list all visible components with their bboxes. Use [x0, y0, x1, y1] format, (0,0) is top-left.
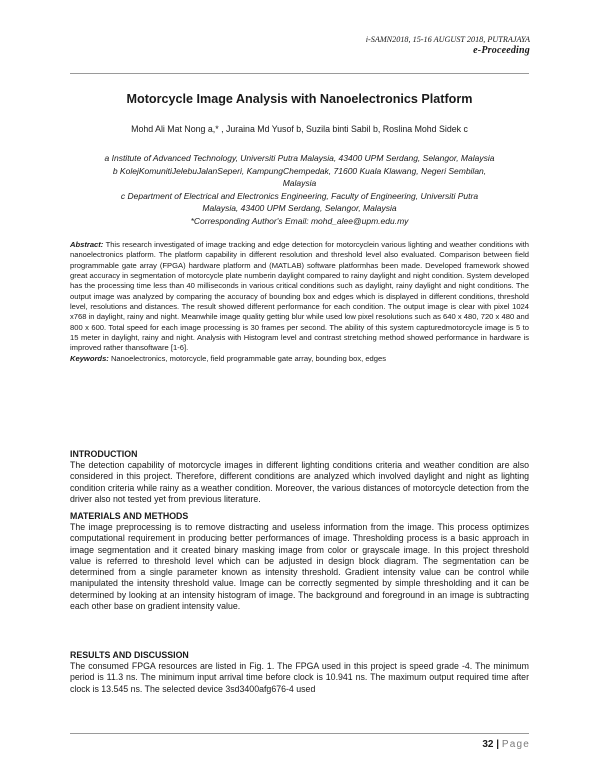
section-heading: RESULTS AND DISCUSSION — [70, 650, 189, 660]
section-heading: INTRODUCTION — [70, 449, 138, 459]
affiliation-line: Malaysia, 43400 UPM Serdang, Selangor, Malaysia — [202, 203, 397, 213]
affiliations — [70, 152, 529, 227]
affiliation-line: c Department of Electrical and Electronics Engineering, Faculty of Engineering, Universiti Putra — [120, 190, 479, 201]
section-results-discussion — [70, 650, 529, 695]
keywords-text: Nanoelectronics, motorcycle, field programmable gate array, bounding box, edges — [110, 353, 387, 363]
affiliation-line: Malaysia — [282, 178, 317, 188]
author-list: Mohd Ali Mat Nong a,* , Juraina Md Yusof b, Suzila binti Sabil b, Roslina Mohd Sidek c — [131, 124, 468, 134]
conference-info: i-SAMN2018, 15-16 AUGUST 2018, PUTRAJAYA — [365, 35, 530, 44]
paper-title: Motorcycle Image Analysis with Nanoelectronics Platform — [126, 92, 473, 106]
page-footer — [482, 739, 530, 751]
abstract — [70, 240, 529, 364]
running-header — [366, 34, 530, 57]
keywords-label: Keywords: — [70, 353, 109, 363]
section-materials-methods — [70, 511, 529, 612]
section-heading: MATERIALS AND METHODS — [70, 511, 189, 521]
abstract-label: Abstract: — [70, 240, 104, 249]
header-divider — [70, 73, 529, 74]
abstract-text: This research investigated of image tracking and edge detection for motorcyclein various lighting and weather conditions with nanoelectronics platform. The platform capability in different resolution and threshold level also evaluated. Comparison between field programmable gate array (FPGA) hardware platform and (MATLAB) software platformhas been made. Developed framework showed great accuracy in segmentation of motorcycle plate numberin daylight compared to rainy daylight and night condition. System developed has the processing time less than 40 milliseconds in various critical conditions such as daylight, rainy daylight and night conditions. The output image was analyzed by comparing the accuracy of bounding box and edges which is displayed in different conditions, threshold level, resolutions and distances. The result showed different performance for each condition. The output image is clear with pixel 1024 x768 in daylight, rainy and night. Meanwhile image quality getting blur while used low pixel resolutions such as 640 x 480, 720 x 480 and 800 x 600. Total speed for each image processing is 30 frames per second. The ability of this system capturedmotorcycle image is 5 to 15 meter in daylight, rainy and night. Analysis with Histogram level and contrast stretching method showed performance in hardware is improved rather thansoftware [1-6]. — [70, 240, 529, 353]
section-body: The image preprocessing is to remove distracting and useless information from the image. This process optimizes computational requirement in producing better performances of image. Thresholding process is a basic approach in image segmentation and it created binary masking image from color or grayscale image. In this project threshold value is referred to threshold level which can be adjusted in design block diagram. The segmentation can be determined from a single parameter known as intensity threshold. Gradient intensity value can be control while manipulated the intensity threshold value. Image can be correctly segmented by simple thresholding and it can be determined by looking at an intensity histogram of image. The background and foreground in an image is subtracting each other base on gradient intensity value. — [70, 522, 529, 612]
corresponding-author-email: *Corresponding Author's Email: mohd_alee@upm.edu.my — [190, 215, 409, 226]
section-introduction — [70, 449, 529, 505]
page-label: Page — [501, 739, 530, 750]
proceeding-label: e-Proceeding — [473, 45, 530, 56]
affiliation-line: b KolejKomunitiJelebuJalanSeperi, KampungChempedak, 71600 Kuala Klawang, Negeri Sembilan, — [112, 165, 487, 176]
affiliation-line: a Institute of Advanced Technology, Universiti Putra Malaysia, 43400 UPM Serdang, Selangor, Malaysia — [104, 153, 495, 163]
footer-divider — [70, 733, 529, 734]
section-body: The consumed FPGA resources are listed in Fig. 1. The FPGA used in this project is speed grade -4. The minimum period is 11.3 ns. The minimum input arrival time before clock is 10.941 ns. The maximum output required time after clock is 13.545 ns. The selected device 3sd3400afg676-4 used — [70, 661, 529, 694]
section-body: The detection capability of motorcycle images in different lighting conditions criteria and weather condition are also considered in this project. Therefore, different conditions are analyzed which involved daylight and night as lighting condition criteria while rainy as a weather condition. Moreover, the various distances of motorcycle detection from the driver also not tested yet from previous literature. — [70, 460, 529, 504]
footer-separator: | — [496, 739, 500, 750]
page-number: 32 — [482, 739, 494, 750]
